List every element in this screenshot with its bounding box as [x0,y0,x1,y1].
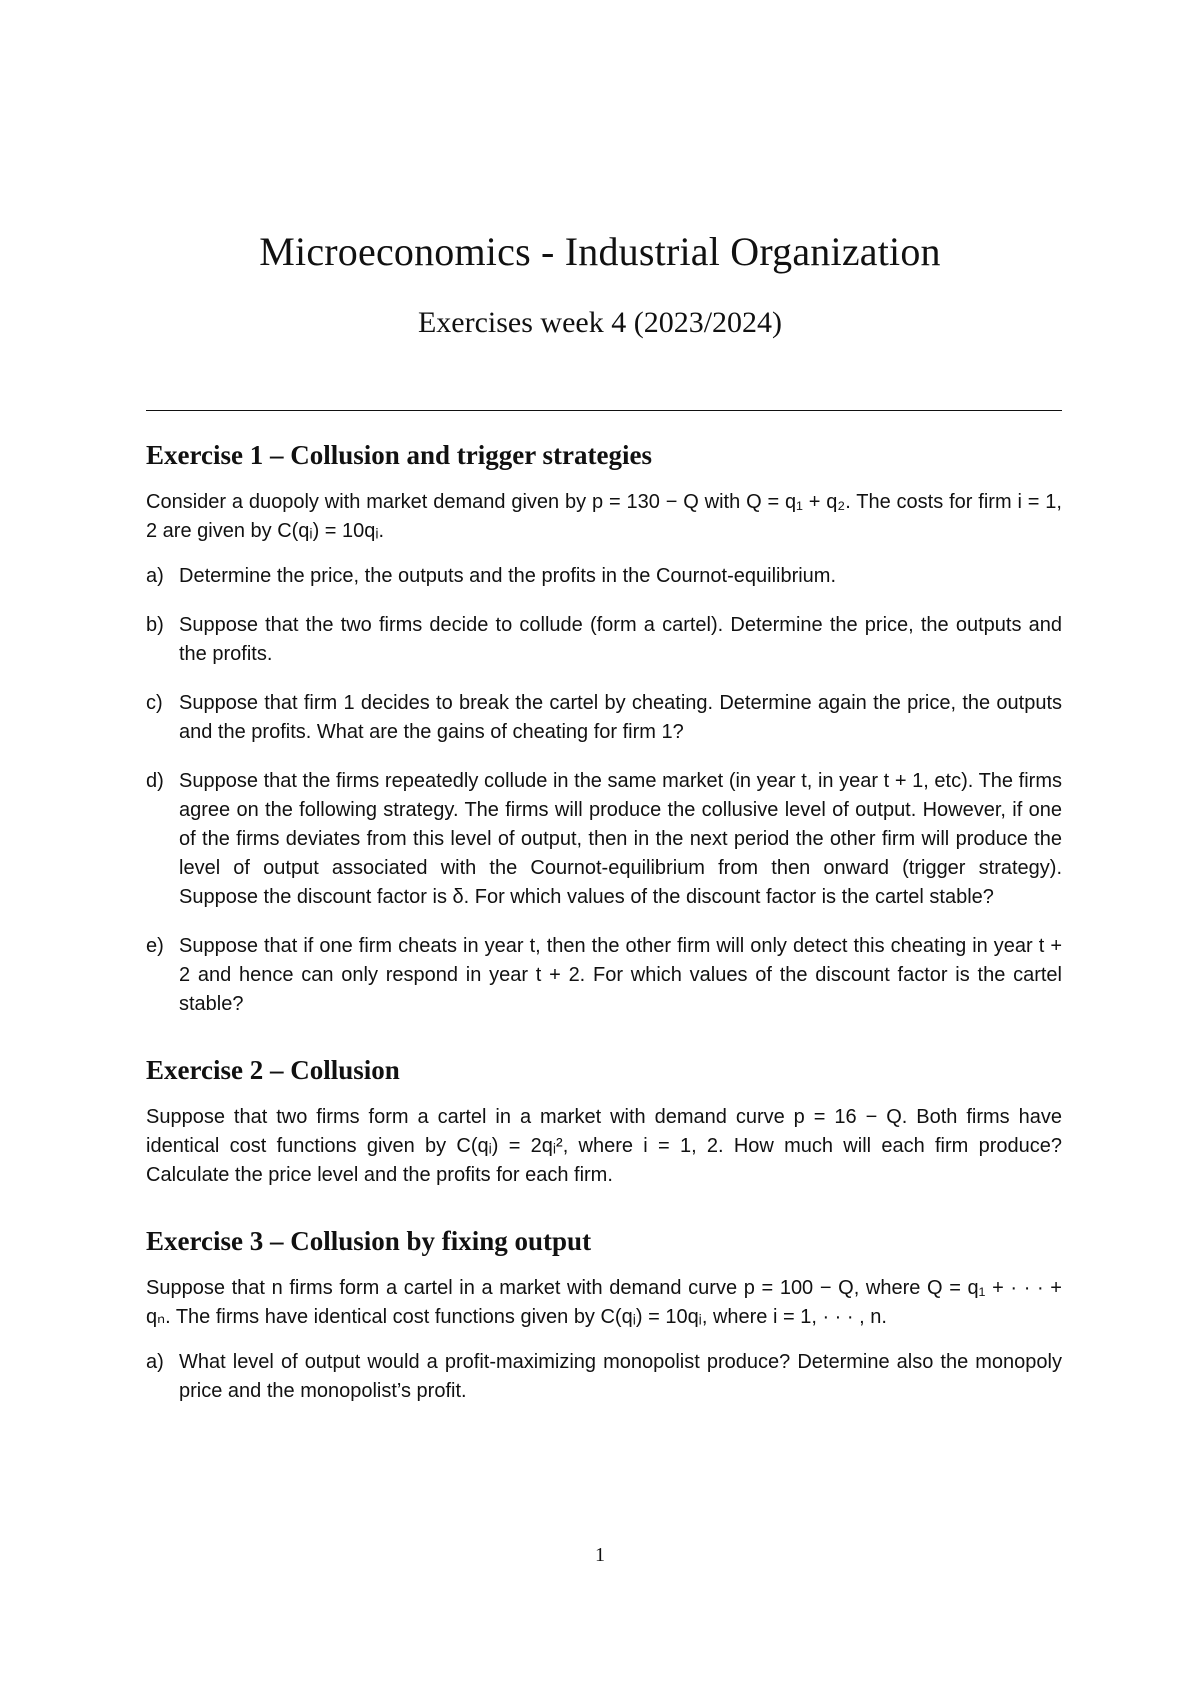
exercise-intro: Consider a duopoly with market demand given by p = 130 − Q with Q = q₁ + q₂. The costs for firm i = 1, 2 are given by C(qᵢ) = 10qᵢ. [146,491,1062,542]
exercise-item [146,689,1062,747]
item-label: a) [146,565,164,587]
title-divider [146,410,1062,411]
exercise-heading: Exercise 1 – Collusion and trigger strategies [146,440,652,470]
item-label: b) [146,614,164,636]
item-label: c) [146,692,163,714]
exercise-3 [146,1224,1062,1406]
exercise-item-list [146,1348,1062,1406]
exercise-item [146,562,1062,591]
exercise-item [146,932,1062,1019]
exercise-item [146,611,1062,669]
exercise-intro: Suppose that n firms form a cartel in a market with demand curve p = 100 − Q, where Q = q₁ + · · · + qₙ. The firms have identical cost functions given by C(qᵢ) = 10qᵢ, where i = 1, · · · , n. [146,1277,1062,1328]
item-label: a) [146,1351,164,1373]
item-text: Suppose that the two firms decide to collude (form a cartel). Determine the price, the outputs and the profits. [179,614,1062,665]
document-subtitle: Exercises week 4 (2023/2024) [417,306,783,339]
exercise-item [146,1348,1062,1406]
exercise-heading: Exercise 2 – Collusion [146,1055,400,1085]
item-text: Suppose that firm 1 decides to break the cartel by cheating. Determine again the price, the outputs and the profits. What are the gains of cheating for firm 1? [179,692,1062,743]
item-text: What level of output would a profit-maximizing monopolist produce? Determine also the monopoly price and the monopolist’s profit. [179,1351,1062,1402]
exercise-intro: Suppose that two firms form a cartel in a market with demand curve p = 16 − Q. Both firms have identical cost functions given by C(qᵢ) = 2qᵢ², where i = 1, 2. How much will each firm produce? Calculate the price level and the profits for each firm. [146,1106,1062,1186]
item-text: Determine the price, the outputs and the profits in the Cournot-equilibrium. [179,565,837,587]
page-number: 1 [595,1544,605,1566]
exercise-2 [146,1053,1062,1190]
document-body [146,438,1062,1406]
document-title: Microeconomics - Industrial Organization [259,229,941,274]
exercise-item [146,767,1062,912]
exercise-heading: Exercise 3 – Collusion by fixing output [146,1226,592,1256]
item-text: Suppose that the firms repeatedly collude in the same market (in year t, in year t + 1, etc). The firms agree on the following strategy. The firms will produce the collusive level of output. However, if one of the firms deviates from this level of output, then in the next period the other firm will produce the level of output associated with the Cournot-equilibrium from then onward (trigger strategy). Suppose the discount factor is δ. For which values of the discount factor is the cartel stable? [179,770,1062,908]
exercise-item-list [146,562,1062,1019]
item-text: Suppose that if one firm cheats in year t, then the other firm will only detect this cheating in year t + 2 and hence can only respond in year t + 2. For which values of the discount factor is the cartel stable? [179,935,1062,1015]
item-label: d) [146,770,164,792]
exercise-1 [146,438,1062,1019]
item-label: e) [146,935,164,957]
